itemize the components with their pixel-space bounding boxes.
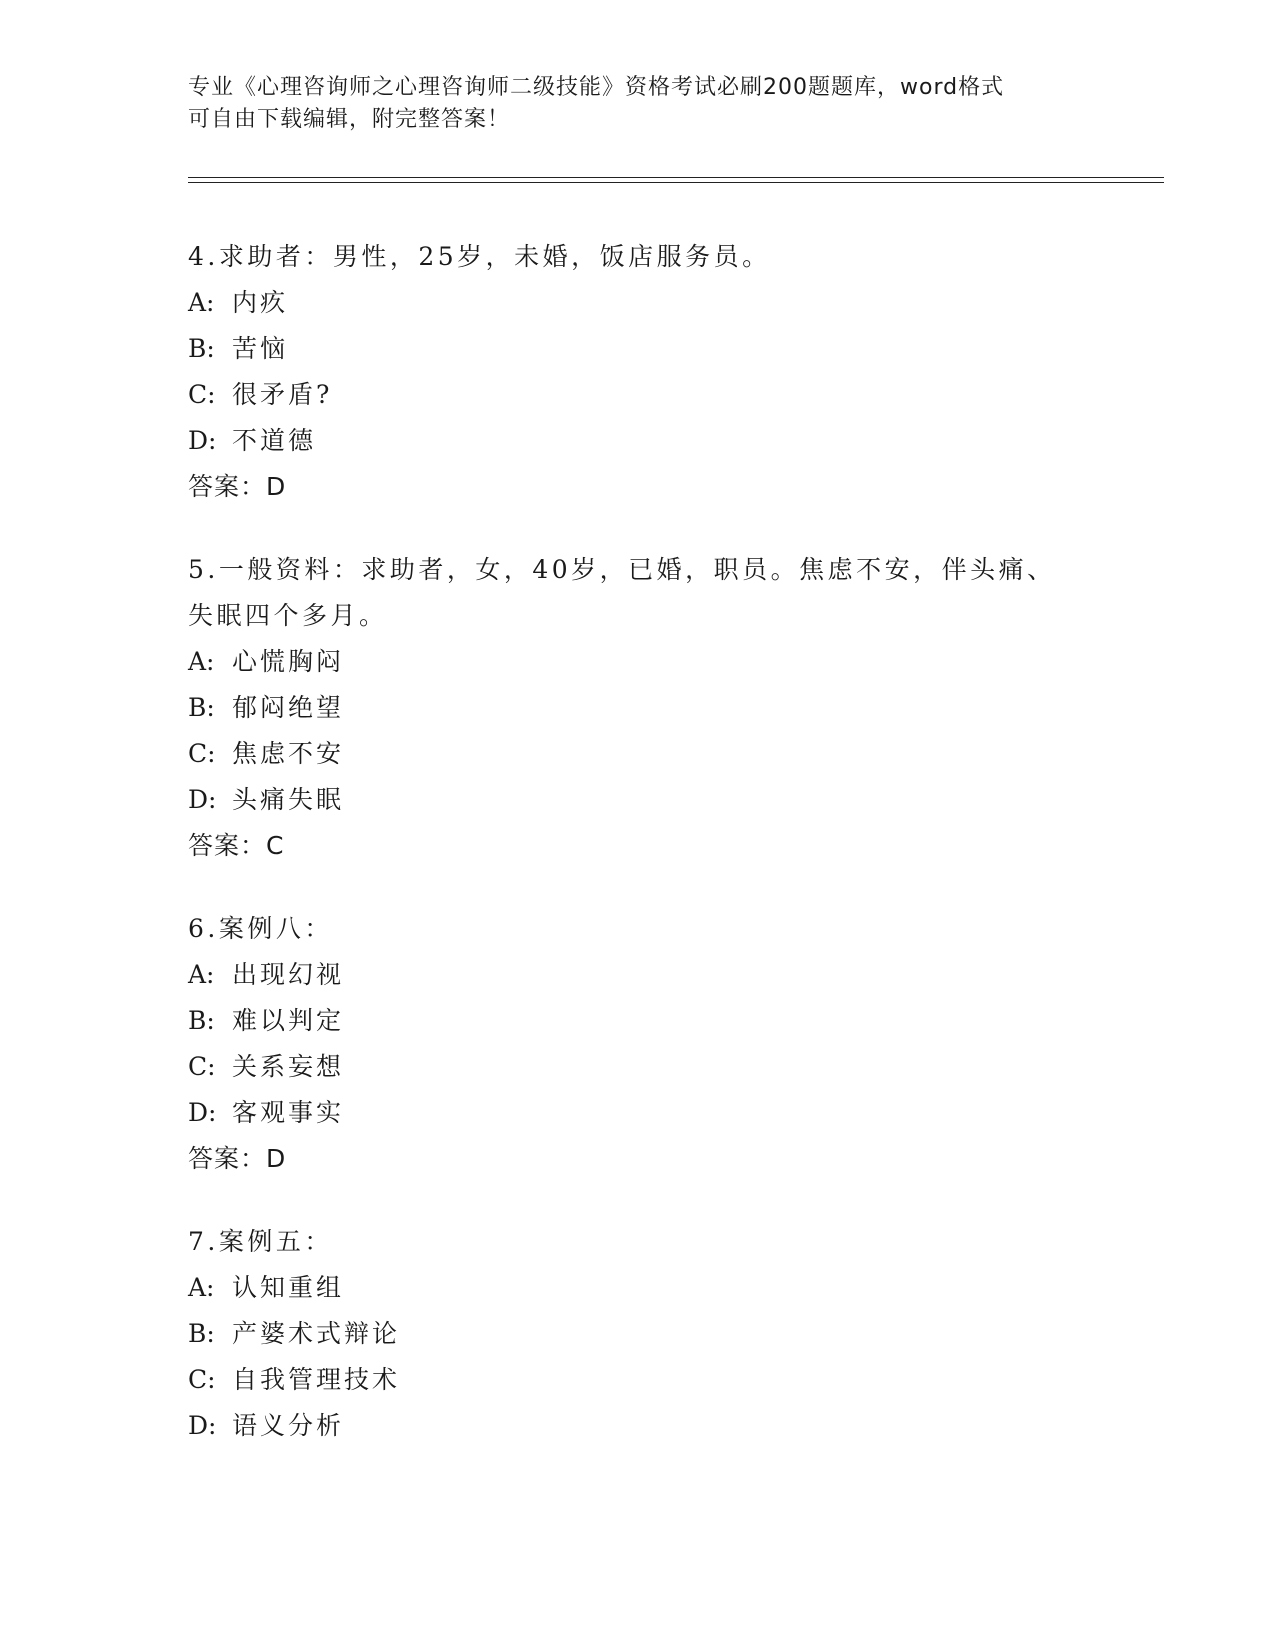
option-text: 内疚 (232, 288, 289, 317)
option-key: C: (188, 1365, 216, 1394)
option-text: 难以判定 (232, 1006, 345, 1035)
answer-label: 答案：D (188, 472, 287, 501)
option-text: 焦虑不安 (232, 739, 345, 768)
option-b (188, 326, 1088, 372)
option-text: 关系妄想 (232, 1052, 345, 1081)
option-key: D: (188, 1411, 217, 1440)
option-text: 出现幻视 (232, 960, 345, 989)
question-text: 4.求助者：男性，25岁，未婚，饭店服务员。 (188, 242, 771, 271)
option-key: B: (188, 1319, 215, 1348)
header-line-1: 专业《心理咨询师之心理咨询师二级技能》资格考试必刷200题题库，word格式 (188, 75, 1005, 100)
option-d (188, 1403, 1088, 1449)
option-b (188, 1311, 1088, 1357)
option-text: 认知重组 (232, 1273, 345, 1302)
option-text: 不道德 (232, 426, 317, 455)
option-key: C: (188, 1052, 216, 1081)
question-4 (188, 234, 1088, 510)
option-key: C: (188, 380, 216, 409)
option-c (188, 731, 1088, 777)
option-text: 郁闷绝望 (232, 693, 345, 722)
question-list (188, 234, 1088, 1486)
option-key: D: (188, 426, 217, 455)
document-header (188, 72, 1068, 136)
option-key: D: (188, 785, 217, 814)
answer-label: 答案：C (188, 831, 285, 860)
question-text: 6.案例八： (188, 914, 333, 943)
option-c (188, 1357, 1088, 1403)
option-c (188, 372, 1088, 418)
question-5 (188, 547, 1088, 869)
option-key: B: (188, 693, 215, 722)
answer-label: 答案：D (188, 1144, 287, 1173)
option-text: 苦恼 (232, 334, 289, 363)
option-text: 头痛失眠 (232, 785, 345, 814)
option-key: A: (188, 1273, 215, 1302)
header-line-2: 可自由下载编辑，附完整答案！ (188, 107, 511, 132)
question-text-continued: 失眠四个多月。 (188, 601, 388, 630)
question-6 (188, 906, 1088, 1182)
option-b (188, 998, 1088, 1044)
header-divider-top (188, 177, 1164, 178)
option-a (188, 952, 1088, 998)
option-key: A: (188, 647, 215, 676)
option-text: 很矛盾? (232, 380, 333, 409)
option-key: A: (188, 288, 215, 317)
option-d (188, 777, 1088, 823)
option-key: C: (188, 739, 216, 768)
option-text: 语义分析 (232, 1411, 345, 1440)
question-text: 7.案例五： (188, 1227, 333, 1256)
option-key: B: (188, 334, 215, 363)
option-text: 产婆术式辩论 (232, 1319, 401, 1348)
option-key: B: (188, 1006, 215, 1035)
question-text: 5.一般资料：求助者，女，40岁，已婚，职员。焦虑不安，伴头痛、 (188, 555, 1056, 584)
option-key: A: (188, 960, 215, 989)
option-a (188, 280, 1088, 326)
option-text: 心慌胸闷 (232, 647, 345, 676)
option-a (188, 1265, 1088, 1311)
option-d (188, 1090, 1088, 1136)
question-7 (188, 1219, 1088, 1449)
header-divider-bottom (188, 182, 1164, 183)
option-text: 客观事实 (232, 1098, 345, 1127)
option-key: D: (188, 1098, 217, 1127)
option-d (188, 418, 1088, 464)
option-c (188, 1044, 1088, 1090)
option-a (188, 639, 1088, 685)
option-text: 自我管理技术 (232, 1365, 401, 1394)
option-b (188, 685, 1088, 731)
